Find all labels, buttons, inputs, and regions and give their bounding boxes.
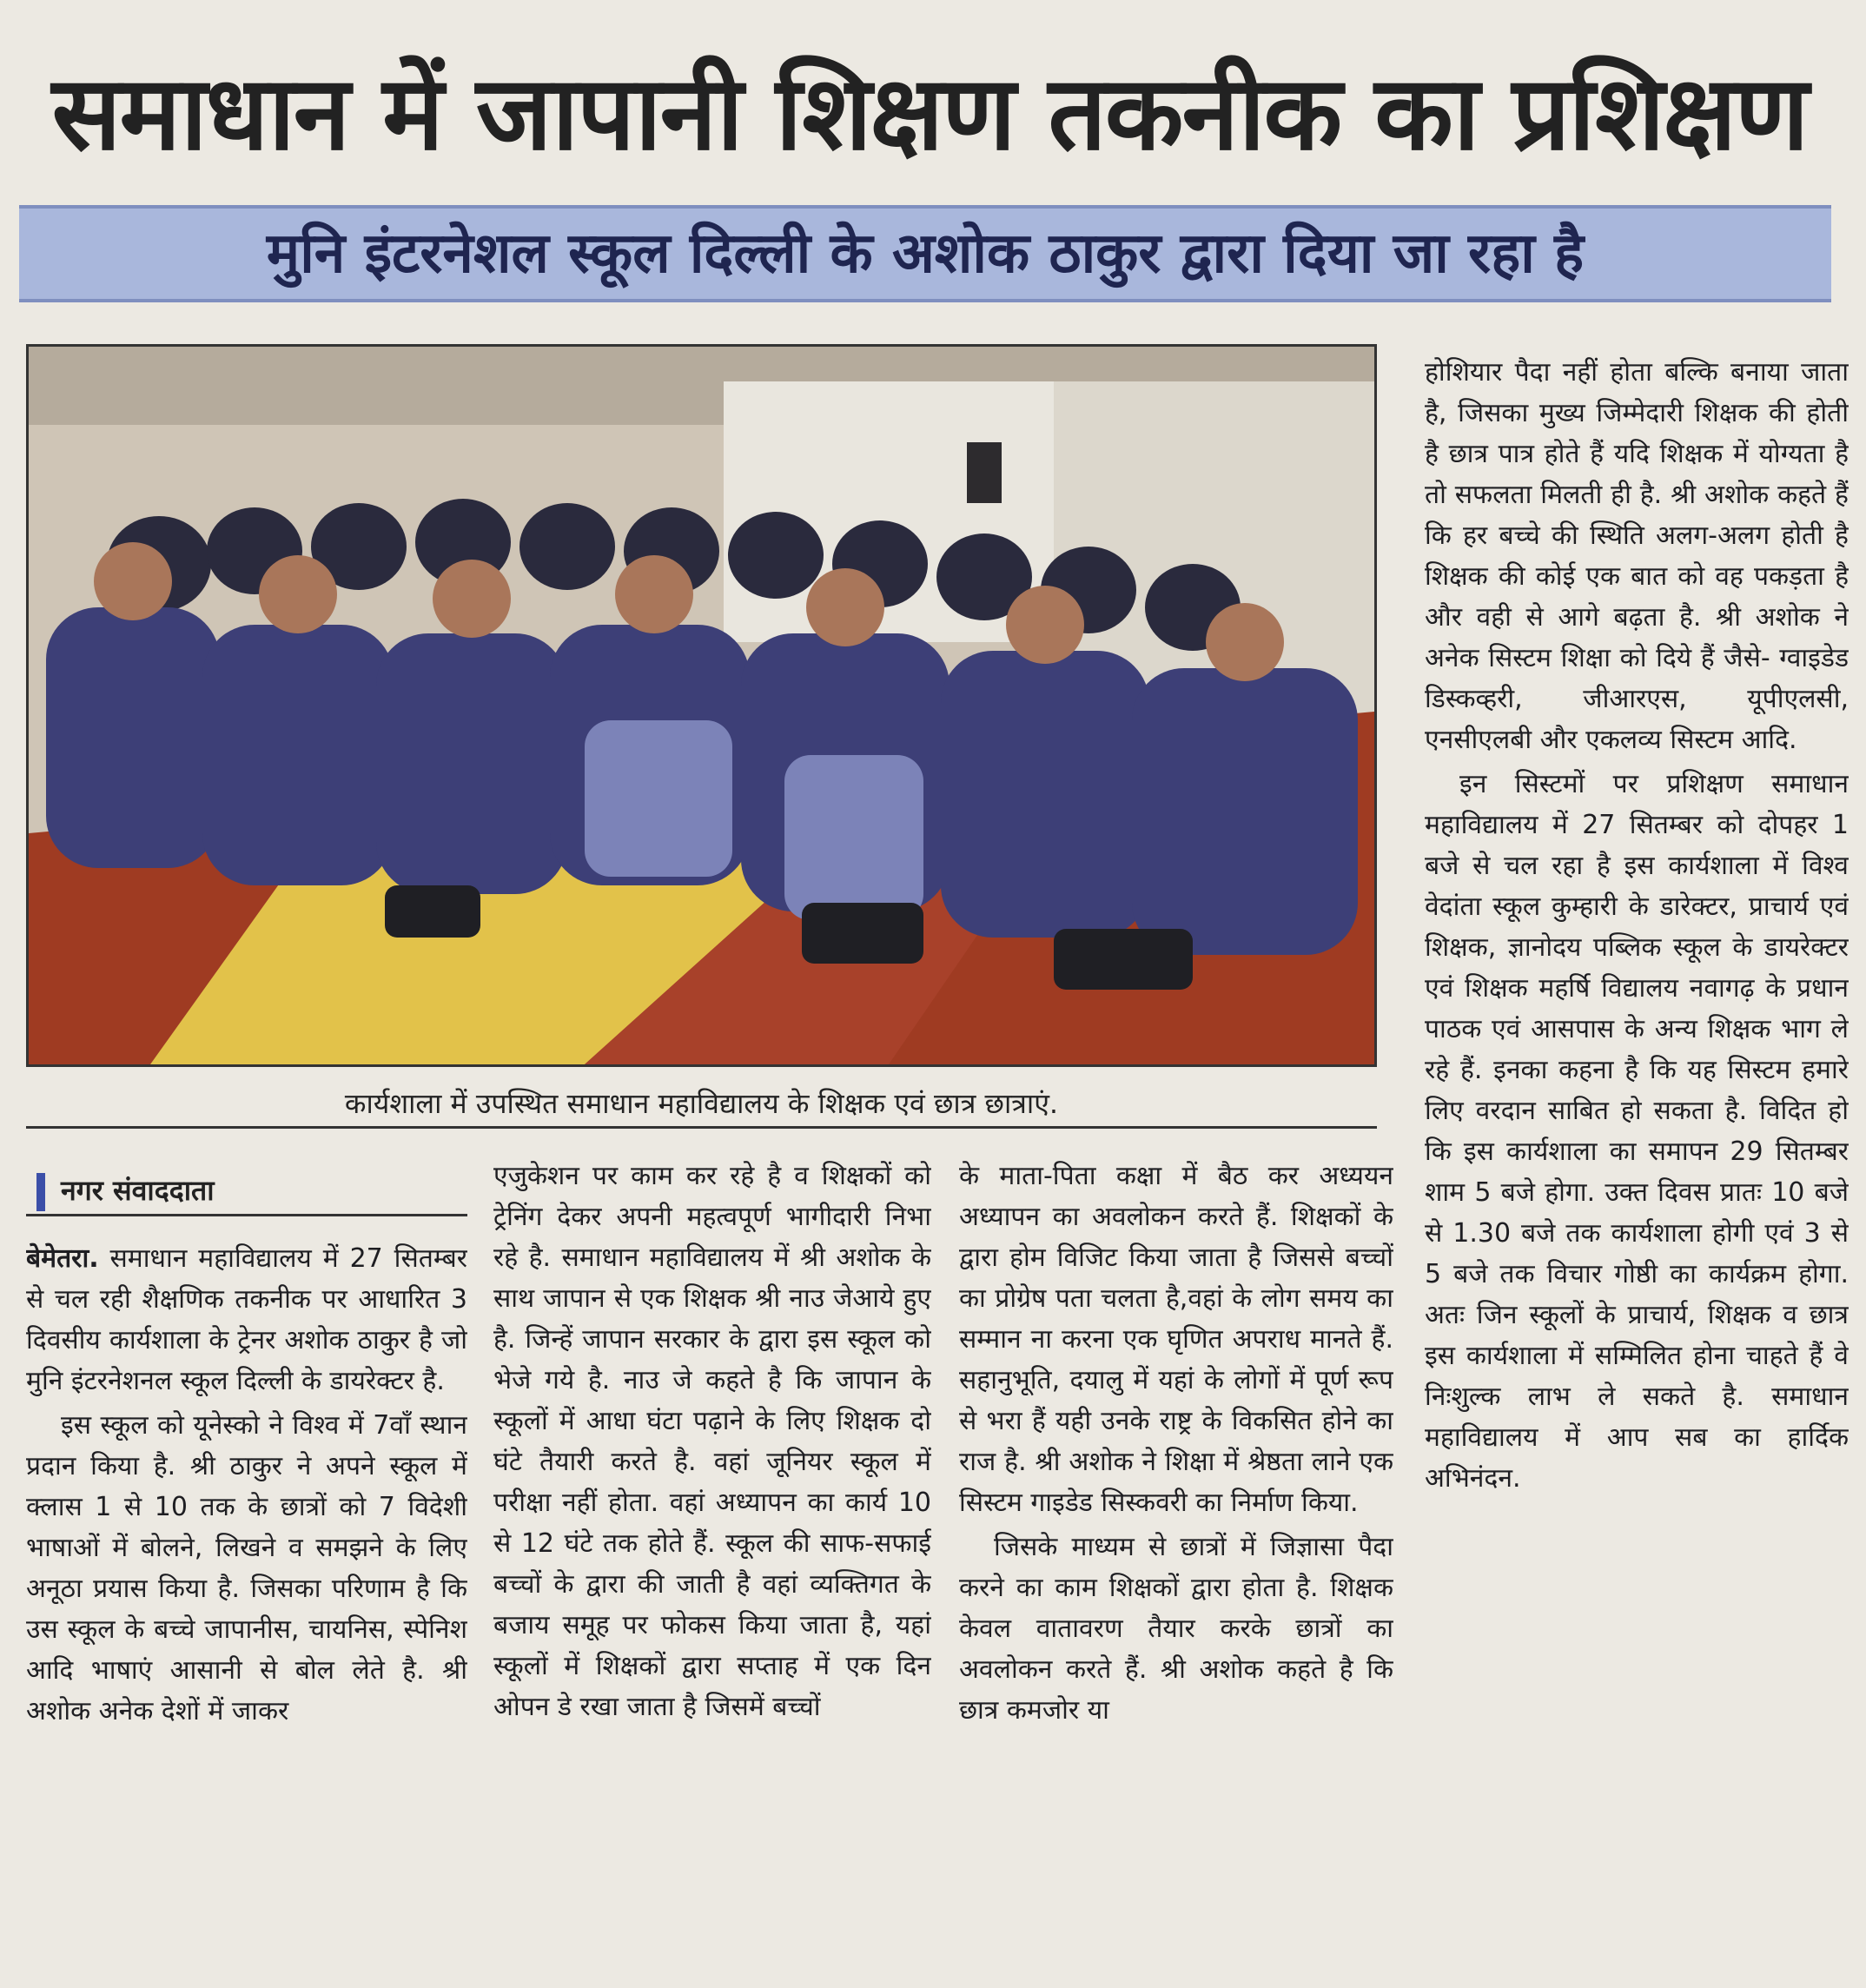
paragraph: इन सिस्टमों पर प्रशिक्षण समाधान महाविद्यालय में 27 सितम्बर को दोपहर 1 बजे से चल रहा है इस कार्यशाला में विश्व वेदांता स्कूल कुम्हारी के डारेक्टर, प्राचार्य एवं शिक्षक, ज्ञानोदय पब्लिक स्कूल के डायरेक्टर एवं शिक्षक महर्षि विद्यालय नवागढ़ के प्रधान पाठक एवं आसपास के अन्य शिक्षक भाग ले रहे हैं. इनका कहना है कि यह सिस्टम हमारे लिए वरदान साबित हो सकता है. विदित हो कि इस कार्यशाला का समापन 29 सितम्बर शाम 5 बजे होगा. उक्त दिवस प्रातः 10 बजे से 1.30 बजे तक कार्यशाला होगी एवं 3 से 5 बजे तक विचार गोष्ठी का कार्यक्रम होगा. अतः जिन स्कूलों के प्राचार्य, शिक्षक व छात्र इस कार्यशाला में सम्मिलित होना चाहते हैं वे निःशुल्क लाभ ले सकते है. समाधान महाविद्यालय में आप सब का हार्दिक अभिनंदन.: [1425, 769, 1849, 1494]
byline: [26, 1164, 467, 1216]
byline-bar: [36, 1173, 45, 1211]
paragraph: जिसके माध्यम से छात्रों में जिज्ञासा पैदा करने का काम शिक्षकों द्वारा होता है. शिक्षक केवल वातावरण तैयार करके छात्रों का अवलोकन करते हैं. श्री अशोक कहते है कि छात्र कमजोर या: [959, 1532, 1393, 1726]
article-column-1: [26, 1238, 467, 1985]
subheadline: मुनि इंटरनेशल स्कूल दिल्ली के अशोक ठाकुर द्वारा दिया जा रहा है: [19, 205, 1831, 302]
article-column-4: [1425, 352, 1849, 1985]
workshop-photo-illustration: [29, 347, 1374, 1064]
dateline: बेमेतरा.: [26, 1243, 99, 1274]
paragraph: के माता-पिता कक्षा में बैठ कर अध्ययन अध्यापन का अवलोकन करते हैं. शिक्षकों के द्वारा होम विजिट किया जाता है जिससे बच्चों का प्रोग्रेष पता चलता है,वहां के लोग समय का सम्मान ना करना एक घृणित अपराध मानते हैं. सहानुभूति, दयालु में यहां के लोगों में पूर्ण रूप से भरा हैं यही उनके राष्ट्र के विकसित होने का राज है. श्री अशोक ने शिक्षा में श्रेष्ठता लाने एक सिस्टम गाइडेड सिस्कवरी का निर्माण किया.: [959, 1161, 1393, 1518]
paragraph: [26, 1238, 467, 1402]
headline: समाधान में जापानी शिक्षण तकनीक का प्रशिक्षण: [51, 53, 1808, 173]
article-column-2: [493, 1156, 931, 1985]
paragraph: होशियार पैदा नहीं होता बल्कि बनाया जाता है, जिसका मुख्य जिम्मेदारी शिक्षक की होती है छात्र पात्र होते हैं यदि शिक्षक में योग्यता है तो सफलता मिलती ही है. श्री अशोक कहते हैं कि हर बच्चे की स्थिति अलग-अलग होती है शिक्षक की कोई एक बात को वह पकड़ता है और वही से आगे बढ़ता है. श्री अशोक ने अनेक सिस्टम शिक्षा को दिये हैं जैसे- ग्वाइडेड डिस्कव्हरी, जीआरएस, यूपीएलसी, एनसीएलबी और एकलव्य सिस्टम आदि.: [1425, 357, 1849, 755]
paragraph-text: समाधान महाविद्यालय में 27 सितम्बर से चल रही शैक्षणिक तकनीक पर आधारित 3 दिवसीय कार्यशाला के ट्रेनर अशोक ठाकुर है जो मुनि इंटरनेशनल स्कूल दिल्ली के डायरेक्टर है.: [26, 1243, 467, 1396]
article-column-3: [959, 1156, 1393, 1985]
paragraph: इस स्कूल को यूनेस्को ने विश्व में 7वॉं स्थान प्रदान किया है. श्री ठाकुर ने अपने स्कूल में क्लास 1 से 10 तक के छात्रों को 7 विदेशी भाषाओं में बोलने, लिखने व समझने के लिए अनूठा प्रयास किया है. जिसका परिणाम है कि उस स्कूल के बच्चे जापानीस, चायनिस, स्पेनिश आदि भाषाएं आसानी से बोल लेते है. श्री अशोक अनेक देशों में जाकर: [26, 1410, 467, 1726]
news-photo: [26, 344, 1377, 1067]
paragraph: एजुकेशन पर काम कर रहे है व शिक्षकों को ट्रेनिंग देकर अपनी महत्वपूर्ण भागीदारी निभा रहे है. समाधान महाविद्यालय में श्री अशोक के साथ जापान से एक शिक्षक श्री नाउ जेआये हुए है. जिन्हें जापान सरकार के द्वारा इस स्कूल को भेजे गये है. नाउ जे कहते है कि जापान के स्कूलों में आधा घंटा पढ़ाने के लिए शिक्षक दो घंटे तैयारी करते है. वहां जूनियर स्कूल में परीक्षा नहीं होता. वहां अध्यापन का कार्य 10 से 12 घंटे तक होते हैं. स्कूल की साफ-सफाई बच्चों के द्वारा की जाती है वहां व्यक्तिगत के बजाय समूह पर फोकस किया जाता है, यहां स्कूलों में शिक्षकों द्वारा सप्ताह में एक दिन ओपन डे रखा जाता है जिसमें बच्चों: [493, 1161, 931, 1722]
caption-rule: [26, 1126, 1377, 1129]
photo-caption: कार्यशाला में उपस्थित समाधान महाविद्यालय के शिक्षक एवं छात्र छात्राएं.: [344, 1087, 1059, 1120]
byline-text: नगर संवाददाता: [61, 1174, 215, 1207]
